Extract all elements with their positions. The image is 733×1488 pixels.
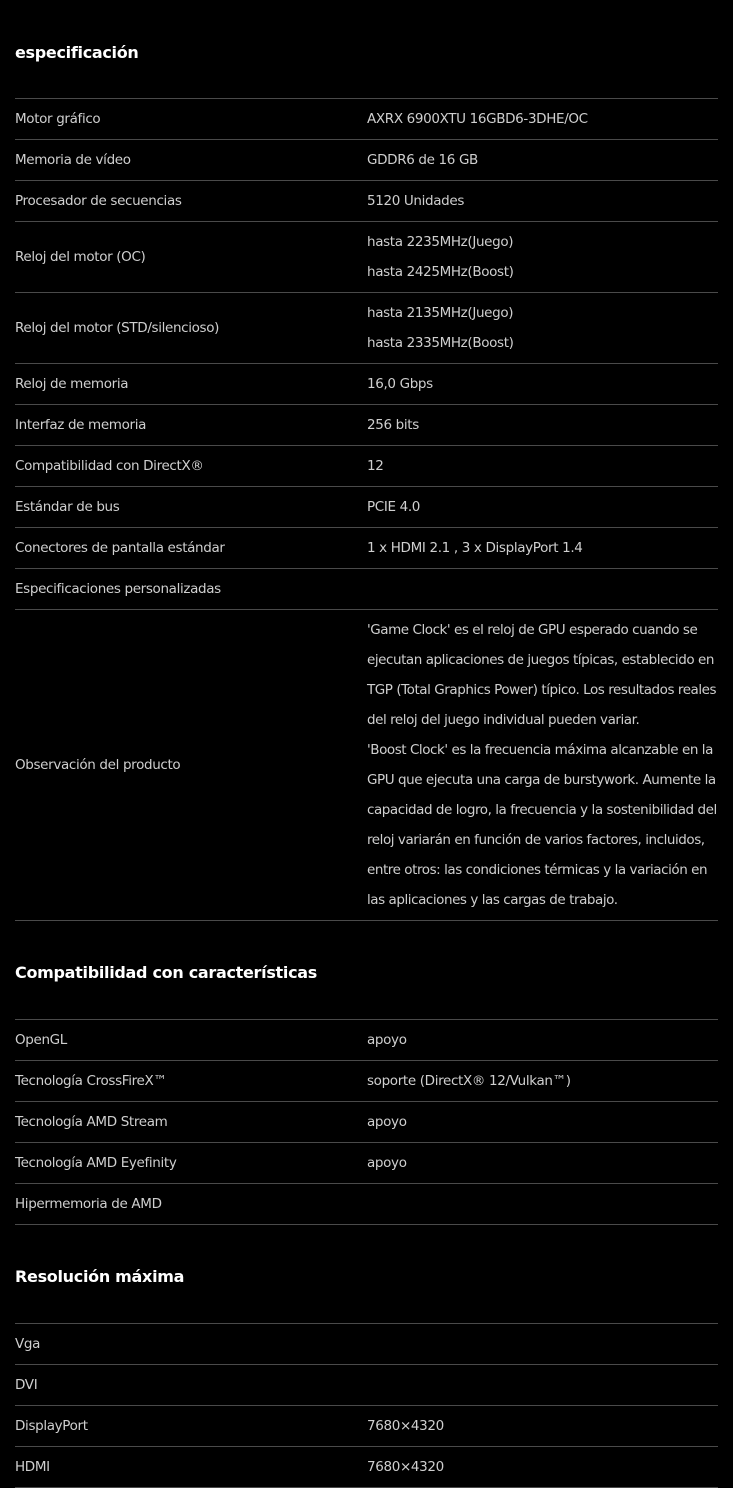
section-title: especificación: [15, 43, 139, 62]
spec-value: 5120 Unidades: [367, 193, 465, 209]
spec-label: OpenGL: [15, 1032, 67, 1048]
spec-row: [15, 181, 718, 222]
spec-value: 12: [367, 458, 384, 474]
spec-label: Reloj del motor (STD/silencioso): [15, 320, 220, 336]
spec-row: [15, 1184, 718, 1225]
spec-row: [15, 1061, 718, 1102]
spec-section: [15, 1225, 718, 1488]
spec-label: Hipermemoria de AMD: [15, 1196, 162, 1212]
spec-value: 16,0 Gbps: [367, 376, 433, 392]
spec-value: 7680×4320: [367, 1459, 444, 1475]
spec-value-line: capacidad de logro, la frecuencia y la sostenibilidad del: [367, 802, 717, 818]
spec-value-line: hasta 2335MHz(Boost): [367, 335, 514, 351]
spec-label: Estándar de bus: [15, 499, 120, 515]
spec-value: apoyo: [367, 1032, 407, 1048]
spec-row: [15, 1406, 718, 1447]
spec-value: [367, 293, 718, 363]
spec-row: [15, 1143, 718, 1184]
spec-value: GDDR6 de 16 GB: [367, 152, 478, 168]
spec-row: [15, 99, 718, 140]
spec-row: [15, 610, 718, 921]
spec-value: apoyo: [367, 1155, 407, 1171]
spec-row: [15, 293, 718, 364]
specifications-page: [15, 0, 718, 1488]
spec-label: Especificaciones personalizadas: [15, 581, 221, 597]
spec-row: [15, 446, 718, 487]
spec-value: [367, 1184, 718, 1224]
spec-table: [15, 1323, 718, 1488]
spec-row: [15, 364, 718, 405]
spec-label: DisplayPort: [15, 1418, 88, 1434]
spec-label: Reloj del motor (OC): [15, 249, 146, 265]
section-title: Resolución máxima: [15, 1267, 185, 1286]
spec-row: [15, 1102, 718, 1143]
spec-label: Procesador de secuencias: [15, 193, 182, 209]
spec-row: [15, 140, 718, 181]
spec-row: [15, 569, 718, 610]
spec-value-line: hasta 2425MHz(Boost): [367, 264, 514, 280]
spec-label: Tecnología AMD Eyefinity: [15, 1155, 177, 1171]
spec-value: [367, 569, 718, 609]
spec-section: [15, 0, 718, 921]
spec-row: [15, 222, 718, 293]
spec-row: [15, 1020, 718, 1061]
spec-row: [15, 528, 718, 569]
spec-value-line: TGP (Total Graphics Power) típico. Los resultados reales: [367, 682, 717, 698]
section-title: Compatibilidad con características: [15, 963, 317, 982]
spec-label: Observación del producto: [15, 757, 181, 773]
spec-label: Motor gráfico: [15, 111, 101, 127]
spec-value: [367, 1324, 718, 1364]
spec-value-line: ejecutan aplicaciones de juegos típicas, establecido en: [367, 652, 714, 668]
spec-row: [15, 1447, 718, 1488]
spec-label: Tecnología AMD Stream: [15, 1114, 168, 1130]
spec-value-line: del reloj del juego individual pueden variar.: [367, 712, 640, 728]
spec-row: [15, 405, 718, 446]
spec-table: [15, 98, 718, 921]
spec-value-line: hasta 2135MHz(Juego): [367, 305, 514, 321]
spec-value: PCIE 4.0: [367, 499, 421, 515]
spec-label: Vga: [15, 1336, 41, 1352]
spec-value: [367, 1365, 718, 1405]
spec-row: [15, 487, 718, 528]
spec-label: Memoria de vídeo: [15, 152, 131, 168]
spec-value-line: reloj variarán en función de varios factores, incluidos,: [367, 832, 705, 848]
spec-label: Compatibilidad con DirectX®: [15, 458, 204, 474]
spec-value: [367, 610, 718, 920]
spec-label: Reloj de memoria: [15, 376, 129, 392]
spec-value: 1 x HDMI 2.1 , 3 x DisplayPort 1.4: [367, 540, 583, 556]
spec-value: 7680×4320: [367, 1418, 444, 1434]
spec-label: DVI: [15, 1377, 38, 1393]
spec-label: HDMI: [15, 1459, 50, 1475]
spec-value-line: GPU que ejecuta una carga de burstywork. Aumente la: [367, 772, 716, 788]
spec-label: Tecnología CrossFireX™: [15, 1073, 167, 1089]
spec-label: Conectores de pantalla estándar: [15, 540, 225, 556]
spec-section: [15, 921, 718, 1225]
spec-value: 256 bits: [367, 417, 419, 433]
spec-value-line: las aplicaciones y las cargas de trabajo.: [367, 892, 618, 908]
spec-label: Interfaz de memoria: [15, 417, 147, 433]
spec-value: AXRX 6900XTU 16GBD6-3DHE/OC: [367, 111, 588, 127]
spec-value-line: 'Game Clock' es el reloj de GPU esperado cuando se: [367, 622, 698, 638]
spec-value-line: hasta 2235MHz(Juego): [367, 234, 514, 250]
spec-value: apoyo: [367, 1114, 407, 1130]
spec-table: [15, 1019, 718, 1225]
spec-value: soporte (DirectX® 12/Vulkan™): [367, 1073, 571, 1089]
spec-value-line: entre otros: las condiciones térmicas y la variación en: [367, 862, 708, 878]
spec-value: [367, 222, 718, 292]
spec-row: [15, 1365, 718, 1406]
spec-row: [15, 1324, 718, 1365]
spec-value-line: 'Boost Clock' es la frecuencia máxima alcanzable en la: [367, 742, 713, 758]
